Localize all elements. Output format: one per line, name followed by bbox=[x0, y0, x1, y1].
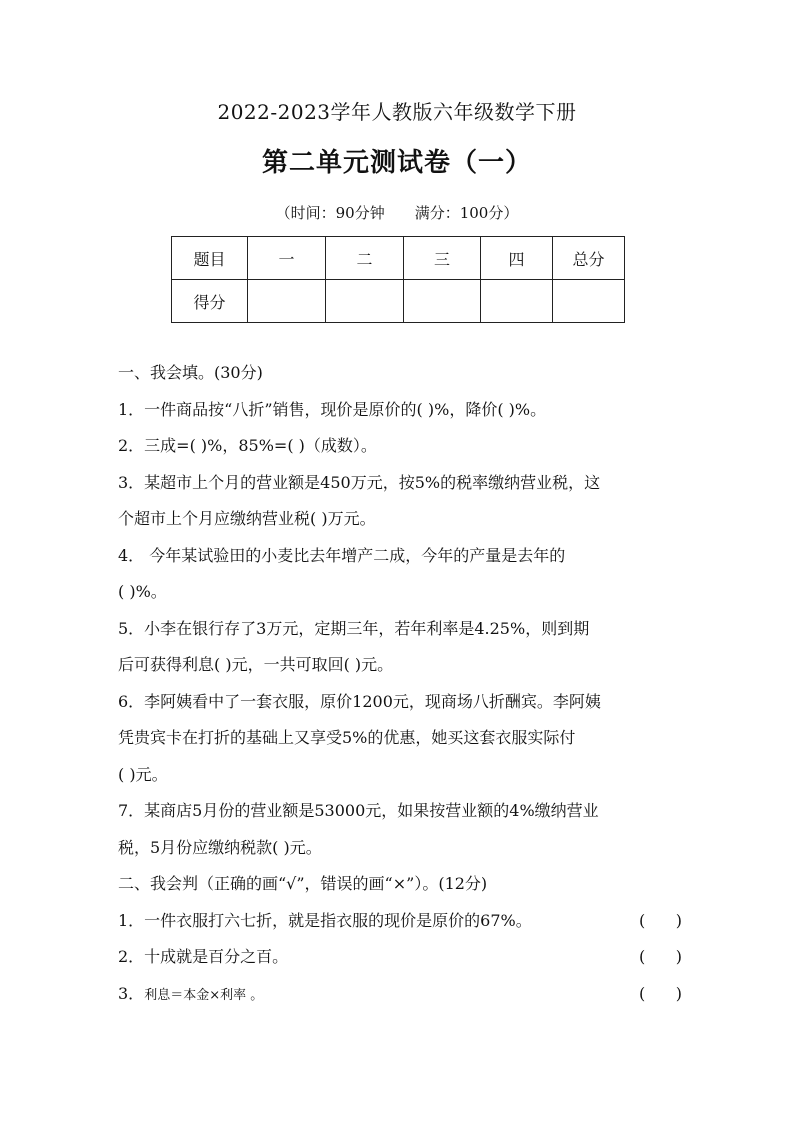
judge-item bbox=[118, 939, 682, 976]
judge-item bbox=[118, 903, 682, 940]
score-row-label: 得分 bbox=[172, 280, 248, 323]
score-header-cell: 四 bbox=[481, 237, 553, 280]
judge-item-text: 2．十成就是百分之百。 bbox=[118, 947, 289, 966]
question-line: 7．某商店5月份的营业额是53000元，如果按营业额的4%缴纳营业 bbox=[118, 801, 599, 820]
question-line: 个超市上个月应缴纳营业税( )万元。 bbox=[118, 509, 376, 528]
question-line: 后可获得利息( )元，一共可取回( )元。 bbox=[118, 655, 394, 674]
score-cell bbox=[404, 280, 481, 323]
judge-answer-blank: ( ) bbox=[639, 910, 682, 930]
score-table-header-row bbox=[172, 237, 625, 280]
judge-item-number: 3． bbox=[118, 983, 145, 1003]
question-line: 税，5月份应缴纳税款( )元。 bbox=[118, 837, 322, 857]
question-line: 4． 今年某试验田的小麦比去年增产二成，今年的产量是去年的 bbox=[118, 545, 566, 565]
question-line: 5．小李在银行存了3万元，定期三年，若年利率是4.25%，则到期 bbox=[118, 618, 590, 638]
score-cell bbox=[553, 280, 625, 323]
score-cell bbox=[326, 280, 404, 323]
question-line: 凭贵宾卡在打折的基础上又享受5%的优惠，她买这套衣服实际付 bbox=[118, 728, 576, 747]
score-header-cell: 总分 bbox=[553, 237, 625, 280]
score-table-score-row bbox=[172, 280, 625, 323]
worksheet-subtitle: 第二单元测试卷（一） bbox=[261, 148, 532, 178]
section-1-heading: 一、我会填。(30分) bbox=[118, 363, 263, 382]
time-info: （时间：90分钟 bbox=[275, 204, 385, 222]
judge-item-text-wrap bbox=[118, 976, 263, 1015]
question-line: 6．李阿姨看中了一套衣服，原价1200元，现商场八折酬宾。李阿姨 bbox=[118, 691, 601, 711]
question-line: ( )元。 bbox=[118, 764, 168, 784]
worksheet-title: 2022-2023学年人教版六年级数学下册 bbox=[217, 100, 577, 124]
score-header-cell: 二 bbox=[326, 237, 404, 280]
judge-item-text: 利息＝本金×利率 。 bbox=[144, 987, 264, 1003]
time-score-info bbox=[0, 202, 794, 223]
judge-item bbox=[118, 976, 682, 1015]
score-table bbox=[171, 236, 625, 323]
score-cell bbox=[481, 280, 553, 323]
score-header-cell: 三 bbox=[404, 237, 481, 280]
question-line: ( )%。 bbox=[118, 582, 167, 601]
judge-item-text: 1．一件衣服打六七折，就是指衣服的现价是原价的67%。 bbox=[118, 910, 532, 930]
score-header-cell: 一 bbox=[248, 237, 326, 280]
judge-answer-blank: ( ) bbox=[639, 947, 682, 966]
judge-answer-blank: ( ) bbox=[639, 983, 682, 1003]
question-line: 1．一件商品按“八折”销售，现价是原价的( )%，降价( )%。 bbox=[118, 399, 547, 419]
question-line: 3．某超市上个月的营业额是450万元，按5%的税率缴纳营业税，这 bbox=[118, 472, 601, 492]
score-header-cell: 题目 bbox=[172, 237, 248, 280]
full-score-info: 满分：100分） bbox=[414, 204, 519, 222]
section-2-heading: 二、我会判（正确的画“√”，错误的画“×”）。(12分) bbox=[118, 874, 488, 893]
question-line: 2．三成=( )%，85%=( )（成数）。 bbox=[118, 436, 377, 455]
worksheet-content bbox=[118, 355, 682, 1014]
score-cell bbox=[248, 280, 326, 323]
